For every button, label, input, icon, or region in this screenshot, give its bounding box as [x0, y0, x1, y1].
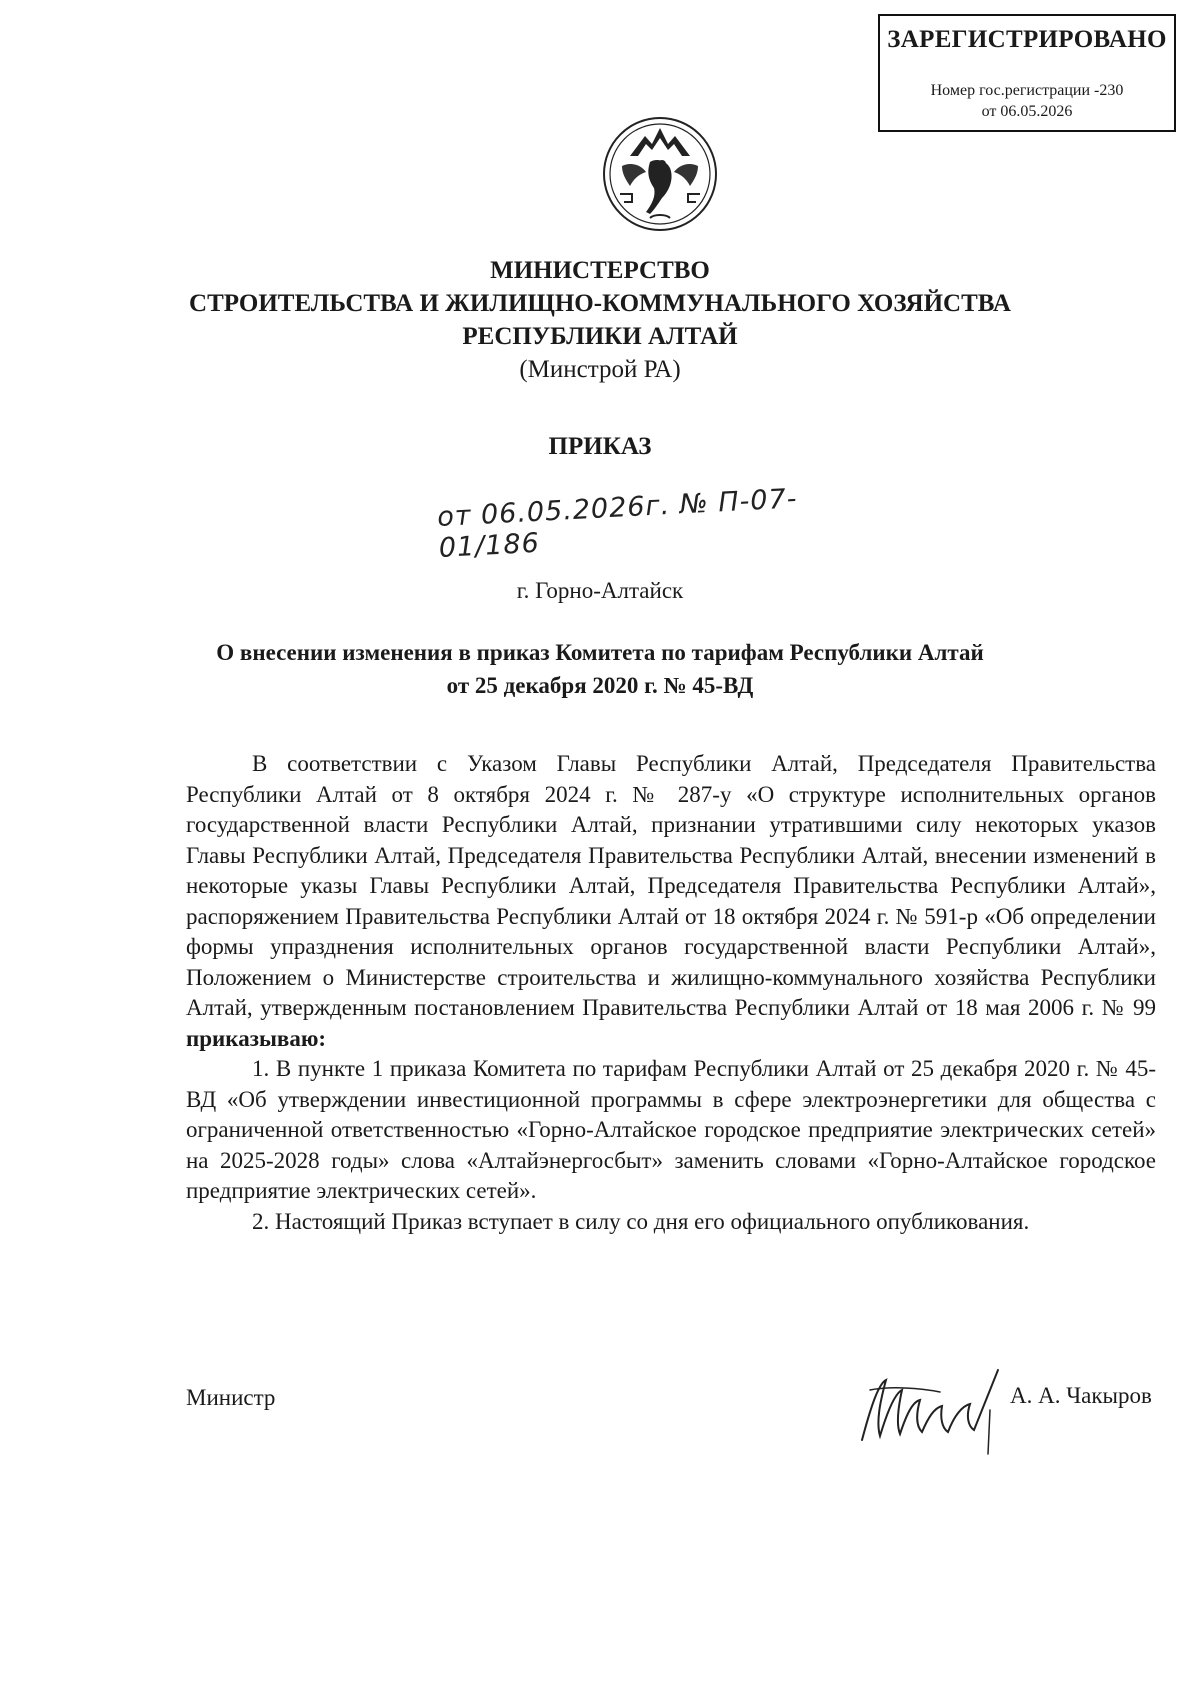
preamble-text: В соответствии с Указом Главы Республики Алтай, Председателя Правительства Республики Алтай от 8 октября 2024 г. № 287-у «О структуре исполнительных органов государственной власти Республики Алтай, признании утратившими силу некоторых указов Главы Республики Алтай, Председателя Правительства Республики Алтай, внесении изменений в некоторые указы Главы Республики Алтай, Председателя Правительства Республики Алтай», распоряжением Правительства Республики Алтай от 18 октября 2024 г. № 591-р «Об определении формы упразднения исполнительных органов государственной власти Республики Алтай», Положением о Министерстве строительства и жилищно-коммунального хозяйства Республики Алтай, утвержденным постановлением Правительства Республики Алтай от 18 мая 2006 г. № 99	[186, 751, 1156, 1020]
ministry-short-name: (Минстрой РА)	[519, 356, 681, 383]
ministry-line-3: РЕСПУБЛИКИ АЛТАЙ	[462, 323, 738, 350]
registration-stamp	[878, 14, 1176, 132]
doc-type-block	[0, 430, 1200, 463]
order-body	[186, 749, 1156, 1237]
order-subject	[0, 636, 1200, 702]
handwritten-order-number: от 06.05.2026г. № П-07-01/186	[436, 483, 799, 565]
doc-type: ПРИКАЗ	[548, 433, 652, 460]
registration-date: от 06.05.2026	[981, 103, 1073, 120]
coat-of-arms-icon	[600, 114, 720, 234]
registration-number: Номер гос.регистрации -230	[930, 82, 1124, 99]
handwritten-signature	[850, 1350, 1010, 1460]
ministry-header	[0, 254, 1200, 386]
order-subject-line-2: от 25 декабря 2020 г. № 45-ВД	[446, 673, 754, 698]
signatory-position: Министр	[186, 1385, 276, 1410]
registration-stamp-title: ЗАРЕГИСТРИРОВАНО	[887, 26, 1167, 53]
city: г. Горно-Алтайск	[516, 578, 684, 603]
order-word: приказываю:	[186, 1025, 327, 1051]
order-subject-line-1: О внесении изменения в приказ Комитета по тарифам Республики Алтай	[216, 640, 984, 665]
signatory-name: А. А. Чакыров	[1010, 1383, 1152, 1408]
ministry-line-1: МИНИСТЕРСТВО	[490, 257, 710, 284]
ministry-line-2: СТРОИТЕЛЬСТВА И ЖИЛИЩНО-КОММУНАЛЬНОГО ХОЗЯЙСТВА	[189, 290, 1011, 317]
order-item-1: 1. В пункте 1 приказа Комитета по тарифам Республики Алтай от 25 декабря 2020 г. № 45-ВД «Об утверждении инвестиционной программы в сфере электроэнергетики для общества с ограниченной ответственностью «Горно-Алтайское городское предприятие электрических сетей» на 2025-2028 годы» слова «Алтайэнергосбыт» заменить словами «Горно-Алтайское городское предприятие электрических сетей».	[186, 1056, 1156, 1203]
order-preamble	[186, 749, 1156, 1054]
order-item-2: 2. Настоящий Приказ вступает в силу со дня его официального опубликования.	[252, 1208, 1030, 1234]
